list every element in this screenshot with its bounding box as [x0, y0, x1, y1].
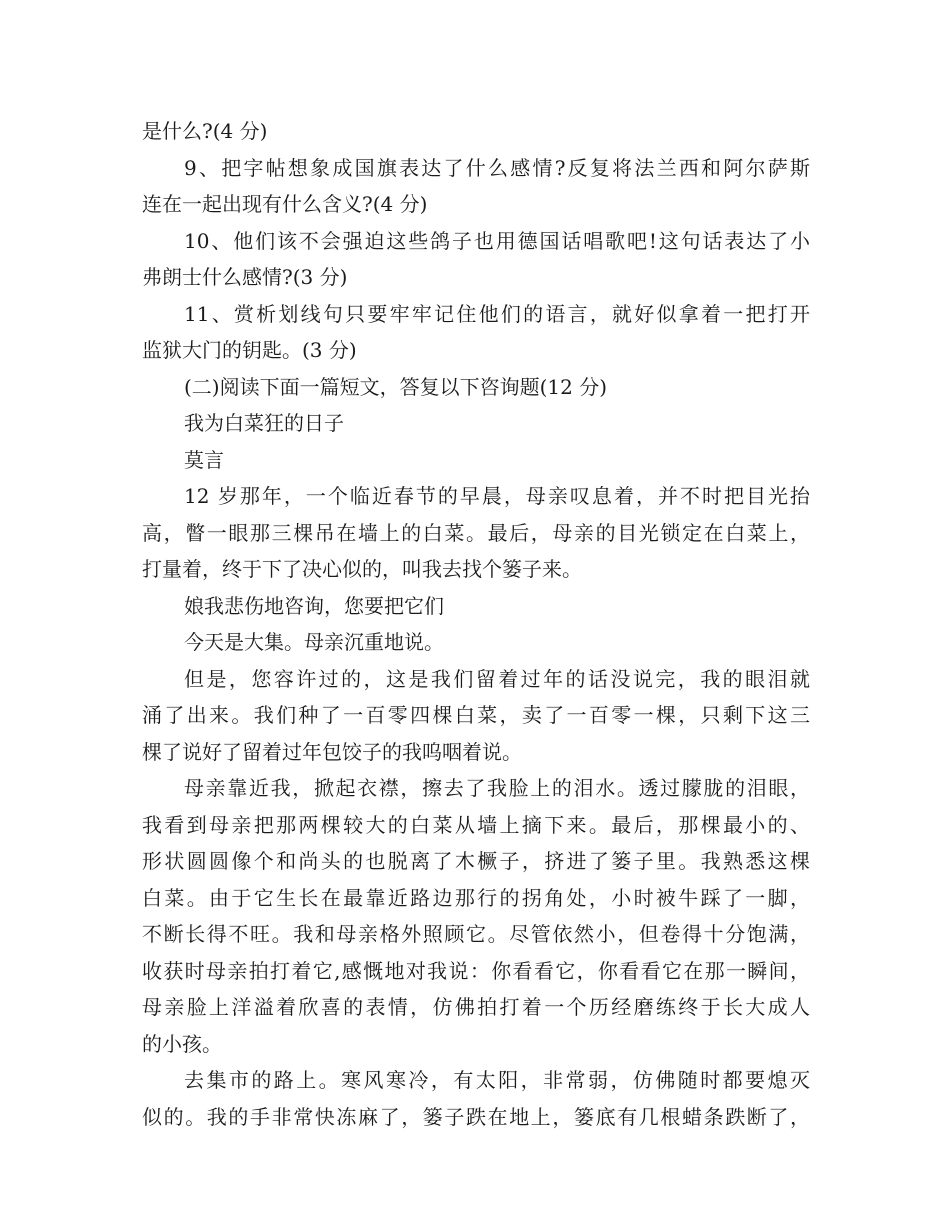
text-line: 是什么?(4 分): [142, 119, 268, 143]
paragraph-line: 但是，您容许过的，这是我们留着过年的话没说完，我的眼泪就: [184, 666, 810, 691]
paragraph-line: 形状圆圆像个和尚头的也脱离了木橛子，挤进了篓子里。我熟悉这棵: [142, 849, 810, 873]
paragraph-line: 的小孩。: [142, 1031, 222, 1056]
question-10-line-2: 弗朗士什么感情?(3 分): [142, 265, 348, 289]
document-body: [142, 113, 810, 1135]
paragraph-line: 高，瞥一眼那三棵吊在墙上的白菜。最后，母亲的目光锁定在白菜上，: [142, 520, 810, 545]
paragraph-line: 我看到母亲把那两棵较大的白菜从墙上摘下来。最后，那棵最小的、: [142, 812, 810, 837]
question-11-line-1: 11、赏析划线句只要牢牢记住他们的语言，就好似拿着一把打开: [184, 301, 810, 326]
paragraph-line: 母亲靠近我，掀起衣襟，擦去了我脸上的泪水。透过朦胧的泪眼，: [184, 776, 810, 800]
paragraph-line: 12 岁那年，一个临近春节的早晨，母亲叹息着，并不时把目光抬: [184, 484, 810, 508]
paragraph-line: 母亲脸上洋溢着欣喜的表情，仿佛拍打着一个历经磨练终于长大成人: [142, 995, 810, 1019]
section-heading: (二)阅读下面一篇短文，答复以下咨询题(12 分): [184, 374, 608, 399]
question-11-line-2: 监狱大门的钥匙。(3 分): [142, 338, 357, 362]
paragraph-line: 去集市的路上。寒风寒冷，有太阳，非常弱，仿佛随时都要熄灭: [184, 1068, 810, 1092]
paragraph-line: 打量着，终于下了决心似的，叫我去找个篓子来。: [142, 557, 582, 581]
article-author: 莫言: [184, 447, 224, 472]
paragraph-line: 娘我悲伤地咨询，您要把它们: [184, 593, 444, 618]
paragraph-line: 不断长得不旺。我和母亲格外照顾它。尽管依然小，但卷得十分饱满，: [142, 922, 810, 946]
article-title: 我为白菜狂的日子: [184, 411, 344, 435]
question-10-line-1: 10、他们该不会强迫这些鸽子也用德国话唱歌吧!这句话表达了小: [184, 228, 810, 253]
paragraph-line: 似的。我的手非常快冻麻了，篓子跌在地上，篓底有几根蜡条跌断了，: [142, 1104, 810, 1129]
question-9-line-1: 9、把字帖想象成国旗表达了什么感情?反复将法兰西和阿尔萨斯: [184, 155, 810, 180]
paragraph-line: 今天是大集。母亲沉重地说。: [184, 630, 444, 654]
paragraph-line: 白菜。由于它生长在最靠近路边那行的拐角处，小时被牛踩了一脚，: [142, 885, 810, 910]
paragraph-line: 涌了出来。我们种了一百零四棵白菜，卖了一百零一棵，只剩下这三: [142, 703, 810, 727]
paragraph-line: 收获时母亲拍打着它,感慨地对我说：你看看它，你看看它在那一瞬间，: [142, 958, 810, 983]
paragraph-line: 棵了说好了留着过年包饺子的我呜咽着说。: [142, 739, 522, 764]
question-9-line-2: 连在一起出现有什么含义?(4 分): [142, 192, 428, 216]
